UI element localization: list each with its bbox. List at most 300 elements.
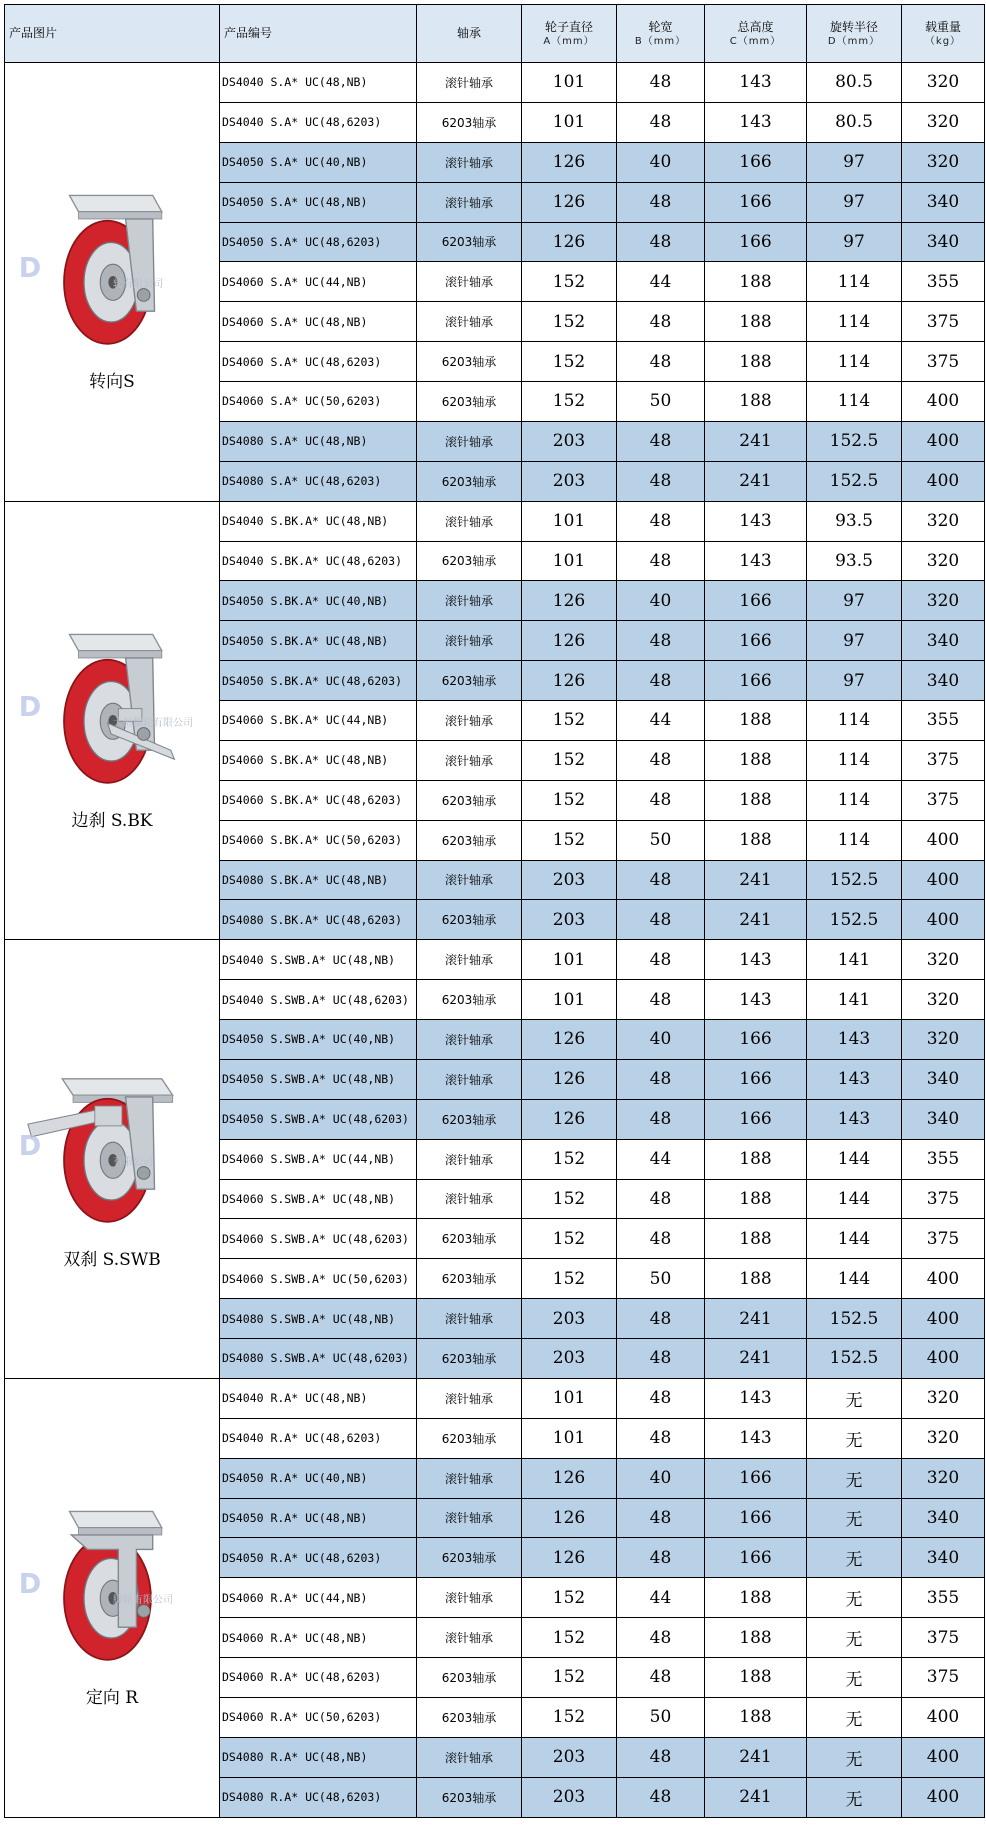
header-image [5,5,220,63]
load-capacity: 320 [902,980,985,1020]
total-height: 188 [705,1658,807,1698]
header-radius-label: 旋转半径 [829,19,878,34]
product-code: DS4060 S.SWB.A* UC(50,6203) [220,1259,417,1299]
bearing-type: 滚针轴承 [417,740,522,780]
table-row [5,501,985,541]
total-height: 166 [705,1020,807,1060]
product-type-label: 双刹 S.SWB [63,1249,161,1270]
wheel-width: 48 [617,222,705,262]
wheel-width: 48 [617,740,705,780]
swivel-radius: 93.5 [807,541,902,581]
total-height: 241 [705,860,807,900]
bearing-type: 滚针轴承 [417,1020,522,1060]
wheel-diameter: 203 [522,421,617,461]
product-code: DS4060 R.A* UC(48,NB) [220,1618,417,1658]
product-image-cell [5,940,220,1379]
load-capacity: 400 [902,1697,985,1737]
swivel-radius: 无 [807,1578,902,1618]
wheel-width: 48 [617,1618,705,1658]
product-code: DS4050 S.A* UC(48,NB) [220,182,417,222]
side-brake-caster-image [17,610,207,800]
bearing-type: 滚针轴承 [417,142,522,182]
bearing-type: 滚针轴承 [417,1179,522,1219]
wheel-width: 48 [617,1498,705,1538]
header-width-label: 轮宽 [648,19,673,34]
wheel-diameter: 152 [522,382,617,422]
wheel-diameter: 152 [522,1139,617,1179]
total-height: 188 [705,740,807,780]
wheel-width: 50 [617,382,705,422]
swivel-radius: 97 [807,661,902,701]
bearing-type: 6203轴承 [417,1538,522,1578]
header-width-unit: B（mm） [634,35,687,47]
svg-text:D: D [18,1130,42,1162]
bearing-type: 6203轴承 [417,900,522,940]
product-code: DS4050 S.SWB.A* UC(48,NB) [220,1059,417,1099]
wheel-width: 44 [617,262,705,302]
wheel-width: 48 [617,940,705,980]
product-code: DS4060 S.SWB.A* UC(48,NB) [220,1179,417,1219]
wheel-diameter: 203 [522,1299,617,1339]
header-image-label: 产品图片 [9,26,58,41]
product-image-cell [5,63,220,502]
load-capacity: 320 [902,63,985,103]
wheel-width: 48 [617,1219,705,1259]
wheel-diameter: 126 [522,1498,617,1538]
wheel-width: 40 [617,142,705,182]
svg-text:D: D [18,253,42,285]
swivel-radius: 80.5 [807,63,902,103]
wheel-width: 40 [617,1020,705,1060]
wheel-diameter: 126 [522,182,617,222]
load-capacity: 320 [902,1378,985,1418]
load-capacity: 355 [902,1139,985,1179]
wheel-width: 48 [617,1777,705,1817]
wheel-width: 48 [617,980,705,1020]
total-height: 166 [705,182,807,222]
swivel-radius: 93.5 [807,501,902,541]
header-load-unit: （kg） [924,35,962,47]
table-body [5,63,985,1818]
total-height: 188 [705,1259,807,1299]
total-height: 241 [705,900,807,940]
product-code: DS4080 S.A* UC(48,NB) [220,421,417,461]
load-capacity: 400 [902,1259,985,1299]
product-code: DS4050 S.SWB.A* UC(40,NB) [220,1020,417,1060]
wheel-diameter: 152 [522,1578,617,1618]
bearing-type: 6203轴承 [417,1697,522,1737]
swivel-radius: 无 [807,1458,902,1498]
bearing-type: 6203轴承 [417,1418,522,1458]
total-height: 188 [705,1139,807,1179]
bearing-type: 6203轴承 [417,661,522,701]
load-capacity: 340 [902,182,985,222]
total-height: 188 [705,262,807,302]
bearing-type: 6203轴承 [417,1339,522,1379]
swivel-radius: 144 [807,1259,902,1299]
product-image-cell [5,501,220,940]
swivel-radius: 97 [807,182,902,222]
product-code: DS4060 S.A* UC(44,NB) [220,262,417,302]
wheel-diameter: 152 [522,1219,617,1259]
product-code: DS4040 S.SWB.A* UC(48,6203) [220,980,417,1020]
product-code: DS4080 S.SWB.A* UC(48,NB) [220,1299,417,1339]
total-height: 166 [705,1538,807,1578]
bearing-type: 滚针轴承 [417,1578,522,1618]
bearing-type: 6203轴承 [417,461,522,501]
load-capacity: 340 [902,661,985,701]
total-height: 143 [705,102,807,142]
wheel-diameter: 101 [522,102,617,142]
load-capacity: 400 [902,382,985,422]
product-code: DS4050 S.A* UC(48,6203) [220,222,417,262]
product-code: DS4050 S.BK.A* UC(40,NB) [220,581,417,621]
total-height: 143 [705,63,807,103]
wheel-width: 40 [617,581,705,621]
wheel-diameter: 126 [522,1458,617,1498]
wheel-diameter: 152 [522,1259,617,1299]
product-code: DS4080 S.BK.A* UC(48,6203) [220,900,417,940]
wheel-width: 50 [617,820,705,860]
total-height: 166 [705,222,807,262]
total-height: 241 [705,1299,807,1339]
load-capacity: 355 [902,1578,985,1618]
load-capacity: 340 [902,1498,985,1538]
product-code: DS4060 S.A* UC(50,6203) [220,382,417,422]
wheel-diameter: 126 [522,1020,617,1060]
swivel-radius: 152.5 [807,1339,902,1379]
bearing-type: 滚针轴承 [417,940,522,980]
product-code: DS4060 S.BK.A* UC(44,NB) [220,701,417,741]
wheel-diameter: 126 [522,581,617,621]
bearing-type: 滚针轴承 [417,1737,522,1777]
bearing-type: 6203轴承 [417,102,522,142]
swivel-radius: 114 [807,262,902,302]
header-bearing-label: 轴承 [456,26,481,41]
wheel-diameter: 203 [522,860,617,900]
load-capacity: 400 [902,1339,985,1379]
product-code: DS4040 S.BK.A* UC(48,6203) [220,541,417,581]
swivel-radius: 114 [807,302,902,342]
load-capacity: 375 [902,302,985,342]
swivel-radius: 143 [807,1020,902,1060]
wheel-width: 48 [617,1737,705,1777]
product-code: DS4050 S.BK.A* UC(48,NB) [220,621,417,661]
total-height: 166 [705,621,807,661]
product-figure [5,1049,219,1270]
total-height: 143 [705,1418,807,1458]
wheel-width: 48 [617,421,705,461]
wheel-diameter: 203 [522,461,617,501]
bearing-type: 6203轴承 [417,1219,522,1259]
product-code: DS4060 R.A* UC(50,6203) [220,1697,417,1737]
product-code: DS4060 S.A* UC(48,NB) [220,302,417,342]
wheel-diameter: 126 [522,222,617,262]
total-height: 143 [705,501,807,541]
product-type-label: 边刹 S.BK [71,810,153,831]
load-capacity: 375 [902,1219,985,1259]
load-capacity: 375 [902,740,985,780]
load-capacity: 340 [902,621,985,661]
wheel-width: 48 [617,302,705,342]
wheel-width: 44 [617,1578,705,1618]
product-code: DS4080 S.BK.A* UC(48,NB) [220,860,417,900]
total-height: 188 [705,1179,807,1219]
rigid-caster-image [17,1487,207,1677]
wheel-diameter: 101 [522,63,617,103]
total-height: 143 [705,940,807,980]
swivel-radius: 152.5 [807,1299,902,1339]
bearing-type: 滚针轴承 [417,1059,522,1099]
bearing-type: 滚针轴承 [417,621,522,661]
wheel-width: 48 [617,541,705,581]
bearing-type: 滚针轴承 [417,1139,522,1179]
wheel-diameter: 152 [522,1618,617,1658]
swivel-radius: 无 [807,1538,902,1578]
wheel-diameter: 152 [522,820,617,860]
wheel-diameter: 152 [522,262,617,302]
swivel-radius: 141 [807,940,902,980]
bearing-type: 滚针轴承 [417,501,522,541]
product-code: DS4060 R.A* UC(48,6203) [220,1658,417,1698]
swivel-radius: 80.5 [807,102,902,142]
bearing-type: 6203轴承 [417,222,522,262]
swivel-radius: 114 [807,820,902,860]
svg-text:D: D [18,691,42,723]
bearing-type: 6203轴承 [417,820,522,860]
bearing-type: 滚针轴承 [417,581,522,621]
load-capacity: 340 [902,1099,985,1139]
product-figure [5,1487,219,1708]
header-height [705,5,807,63]
bearing-type: 6203轴承 [417,382,522,422]
swivel-radius: 97 [807,581,902,621]
wheel-diameter: 152 [522,1179,617,1219]
wheel-width: 48 [617,1378,705,1418]
product-code: DS4040 S.A* UC(48,6203) [220,102,417,142]
wheel-width: 48 [617,102,705,142]
load-capacity: 320 [902,940,985,980]
bearing-type: 6203轴承 [417,1777,522,1817]
load-capacity: 355 [902,701,985,741]
wheel-diameter: 126 [522,1099,617,1139]
product-code: DS4040 S.BK.A* UC(48,NB) [220,501,417,541]
load-capacity: 320 [902,1020,985,1060]
wheel-width: 50 [617,1697,705,1737]
wheel-width: 50 [617,1259,705,1299]
swivel-radius: 143 [807,1059,902,1099]
swivel-radius: 114 [807,701,902,741]
bearing-type: 6203轴承 [417,1658,522,1698]
load-capacity: 320 [902,142,985,182]
product-code: DS4040 R.A* UC(48,NB) [220,1378,417,1418]
product-code: DS4080 R.A* UC(48,6203) [220,1777,417,1817]
load-capacity: 340 [902,222,985,262]
wheel-width: 48 [617,342,705,382]
product-code: DS4060 S.SWB.A* UC(44,NB) [220,1139,417,1179]
header-diameter-unit: A（mm） [543,35,595,47]
load-capacity: 320 [902,581,985,621]
wheel-width: 48 [617,1099,705,1139]
product-code: DS4040 S.A* UC(48,NB) [220,63,417,103]
swivel-radius: 152.5 [807,421,902,461]
product-code: DS4060 S.BK.A* UC(50,6203) [220,820,417,860]
double-brake-caster-image [17,1049,207,1239]
swivel-radius: 152.5 [807,860,902,900]
total-height: 188 [705,820,807,860]
wheel-diameter: 152 [522,780,617,820]
product-code: DS4050 S.BK.A* UC(48,6203) [220,661,417,701]
bearing-type: 6203轴承 [417,980,522,1020]
header-load-label: 载重量 [924,19,961,34]
wheel-diameter: 152 [522,701,617,741]
product-code: DS4040 S.SWB.A* UC(48,NB) [220,940,417,980]
load-capacity: 400 [902,820,985,860]
swivel-radius: 无 [807,1697,902,1737]
total-height: 188 [705,382,807,422]
total-height: 241 [705,421,807,461]
swivel-radius: 无 [807,1498,902,1538]
caster-spec-table [4,4,985,1818]
wheel-diameter: 101 [522,501,617,541]
bearing-type: 滚针轴承 [417,262,522,302]
load-capacity: 340 [902,1059,985,1099]
total-height: 143 [705,541,807,581]
product-type-label: 转向S [89,372,135,393]
total-height: 188 [705,701,807,741]
product-code: DS4050 R.A* UC(40,NB) [220,1458,417,1498]
swivel-radius: 无 [807,1737,902,1777]
swivel-radius: 114 [807,740,902,780]
load-capacity: 320 [902,541,985,581]
total-height: 166 [705,1099,807,1139]
product-code: DS4060 S.SWB.A* UC(48,6203) [220,1219,417,1259]
watermark-text: 脚轮有限公司 [113,1595,173,1607]
swivel-radius: 141 [807,980,902,1020]
swivel-radius: 无 [807,1418,902,1458]
bearing-type: 6203轴承 [417,780,522,820]
wheel-diameter: 126 [522,1538,617,1578]
wheel-width: 48 [617,780,705,820]
product-code: DS4060 R.A* UC(44,NB) [220,1578,417,1618]
product-image-cell [5,1378,220,1817]
swivel-radius: 无 [807,1777,902,1817]
total-height: 143 [705,980,807,1020]
watermark-text: 有限公司 [113,1156,153,1168]
product-type-label: 定向 R [85,1688,139,1709]
wheel-diameter: 126 [522,621,617,661]
bearing-type: 滚针轴承 [417,302,522,342]
wheel-width: 40 [617,1458,705,1498]
load-capacity: 375 [902,342,985,382]
wheel-width: 48 [617,461,705,501]
bearing-type: 滚针轴承 [417,701,522,741]
product-code: DS4050 S.A* UC(40,NB) [220,142,417,182]
wheel-diameter: 152 [522,342,617,382]
total-height: 241 [705,461,807,501]
wheel-diameter: 152 [522,740,617,780]
table-row [5,940,985,980]
wheel-diameter: 126 [522,1059,617,1099]
total-height: 188 [705,1219,807,1259]
bearing-type: 6203轴承 [417,1259,522,1299]
wheel-width: 48 [617,1339,705,1379]
header-code-label: 产品编号 [224,26,273,41]
swivel-radius: 144 [807,1219,902,1259]
wheel-diameter: 203 [522,1777,617,1817]
load-capacity: 400 [902,860,985,900]
wheel-diameter: 101 [522,541,617,581]
load-capacity: 400 [902,1777,985,1817]
load-capacity: 320 [902,1418,985,1458]
bearing-type: 滚针轴承 [417,1618,522,1658]
bearing-type: 6203轴承 [417,1099,522,1139]
wheel-diameter: 126 [522,661,617,701]
watermark-text: 大恒脚轮有限公司 [113,717,193,729]
bearing-type: 6203轴承 [417,541,522,581]
wheel-width: 48 [617,661,705,701]
wheel-diameter: 126 [522,142,617,182]
swivel-radius: 144 [807,1139,902,1179]
load-capacity: 375 [902,1618,985,1658]
load-capacity: 400 [902,421,985,461]
bearing-type: 滚针轴承 [417,421,522,461]
load-capacity: 400 [902,900,985,940]
product-code: DS4050 R.A* UC(48,NB) [220,1498,417,1538]
product-figure [5,610,219,831]
bearing-type: 滚针轴承 [417,1299,522,1339]
product-code: DS4080 R.A* UC(48,NB) [220,1737,417,1777]
total-height: 188 [705,302,807,342]
total-height: 188 [705,1578,807,1618]
swivel-radius: 无 [807,1618,902,1658]
bearing-type: 滚针轴承 [417,182,522,222]
total-height: 241 [705,1339,807,1379]
load-capacity: 320 [902,1458,985,1498]
total-height: 143 [705,1378,807,1418]
wheel-diameter: 203 [522,900,617,940]
load-capacity: 320 [902,102,985,142]
wheel-diameter: 101 [522,1378,617,1418]
wheel-width: 48 [617,1299,705,1339]
wheel-width: 48 [617,1658,705,1698]
header-radius [807,5,902,63]
swivel-radius: 143 [807,1099,902,1139]
swivel-radius: 152.5 [807,461,902,501]
table-row [5,1378,985,1418]
header-diameter-label: 轮子直径 [544,19,593,34]
swivel-radius: 152.5 [807,900,902,940]
total-height: 166 [705,1498,807,1538]
total-height: 188 [705,780,807,820]
load-capacity: 400 [902,461,985,501]
load-capacity: 340 [902,1538,985,1578]
load-capacity: 400 [902,1737,985,1777]
product-code: DS4060 S.A* UC(48,6203) [220,342,417,382]
wheel-width: 48 [617,63,705,103]
wheel-diameter: 101 [522,940,617,980]
bearing-type: 滚针轴承 [417,63,522,103]
total-height: 241 [705,1737,807,1777]
wheel-width: 48 [617,1179,705,1219]
table-row [5,63,985,103]
swivel-radius: 114 [807,780,902,820]
total-height: 166 [705,581,807,621]
total-height: 166 [705,1458,807,1498]
wheel-width: 48 [617,1538,705,1578]
bearing-type: 滚针轴承 [417,860,522,900]
swivel-radius: 114 [807,382,902,422]
